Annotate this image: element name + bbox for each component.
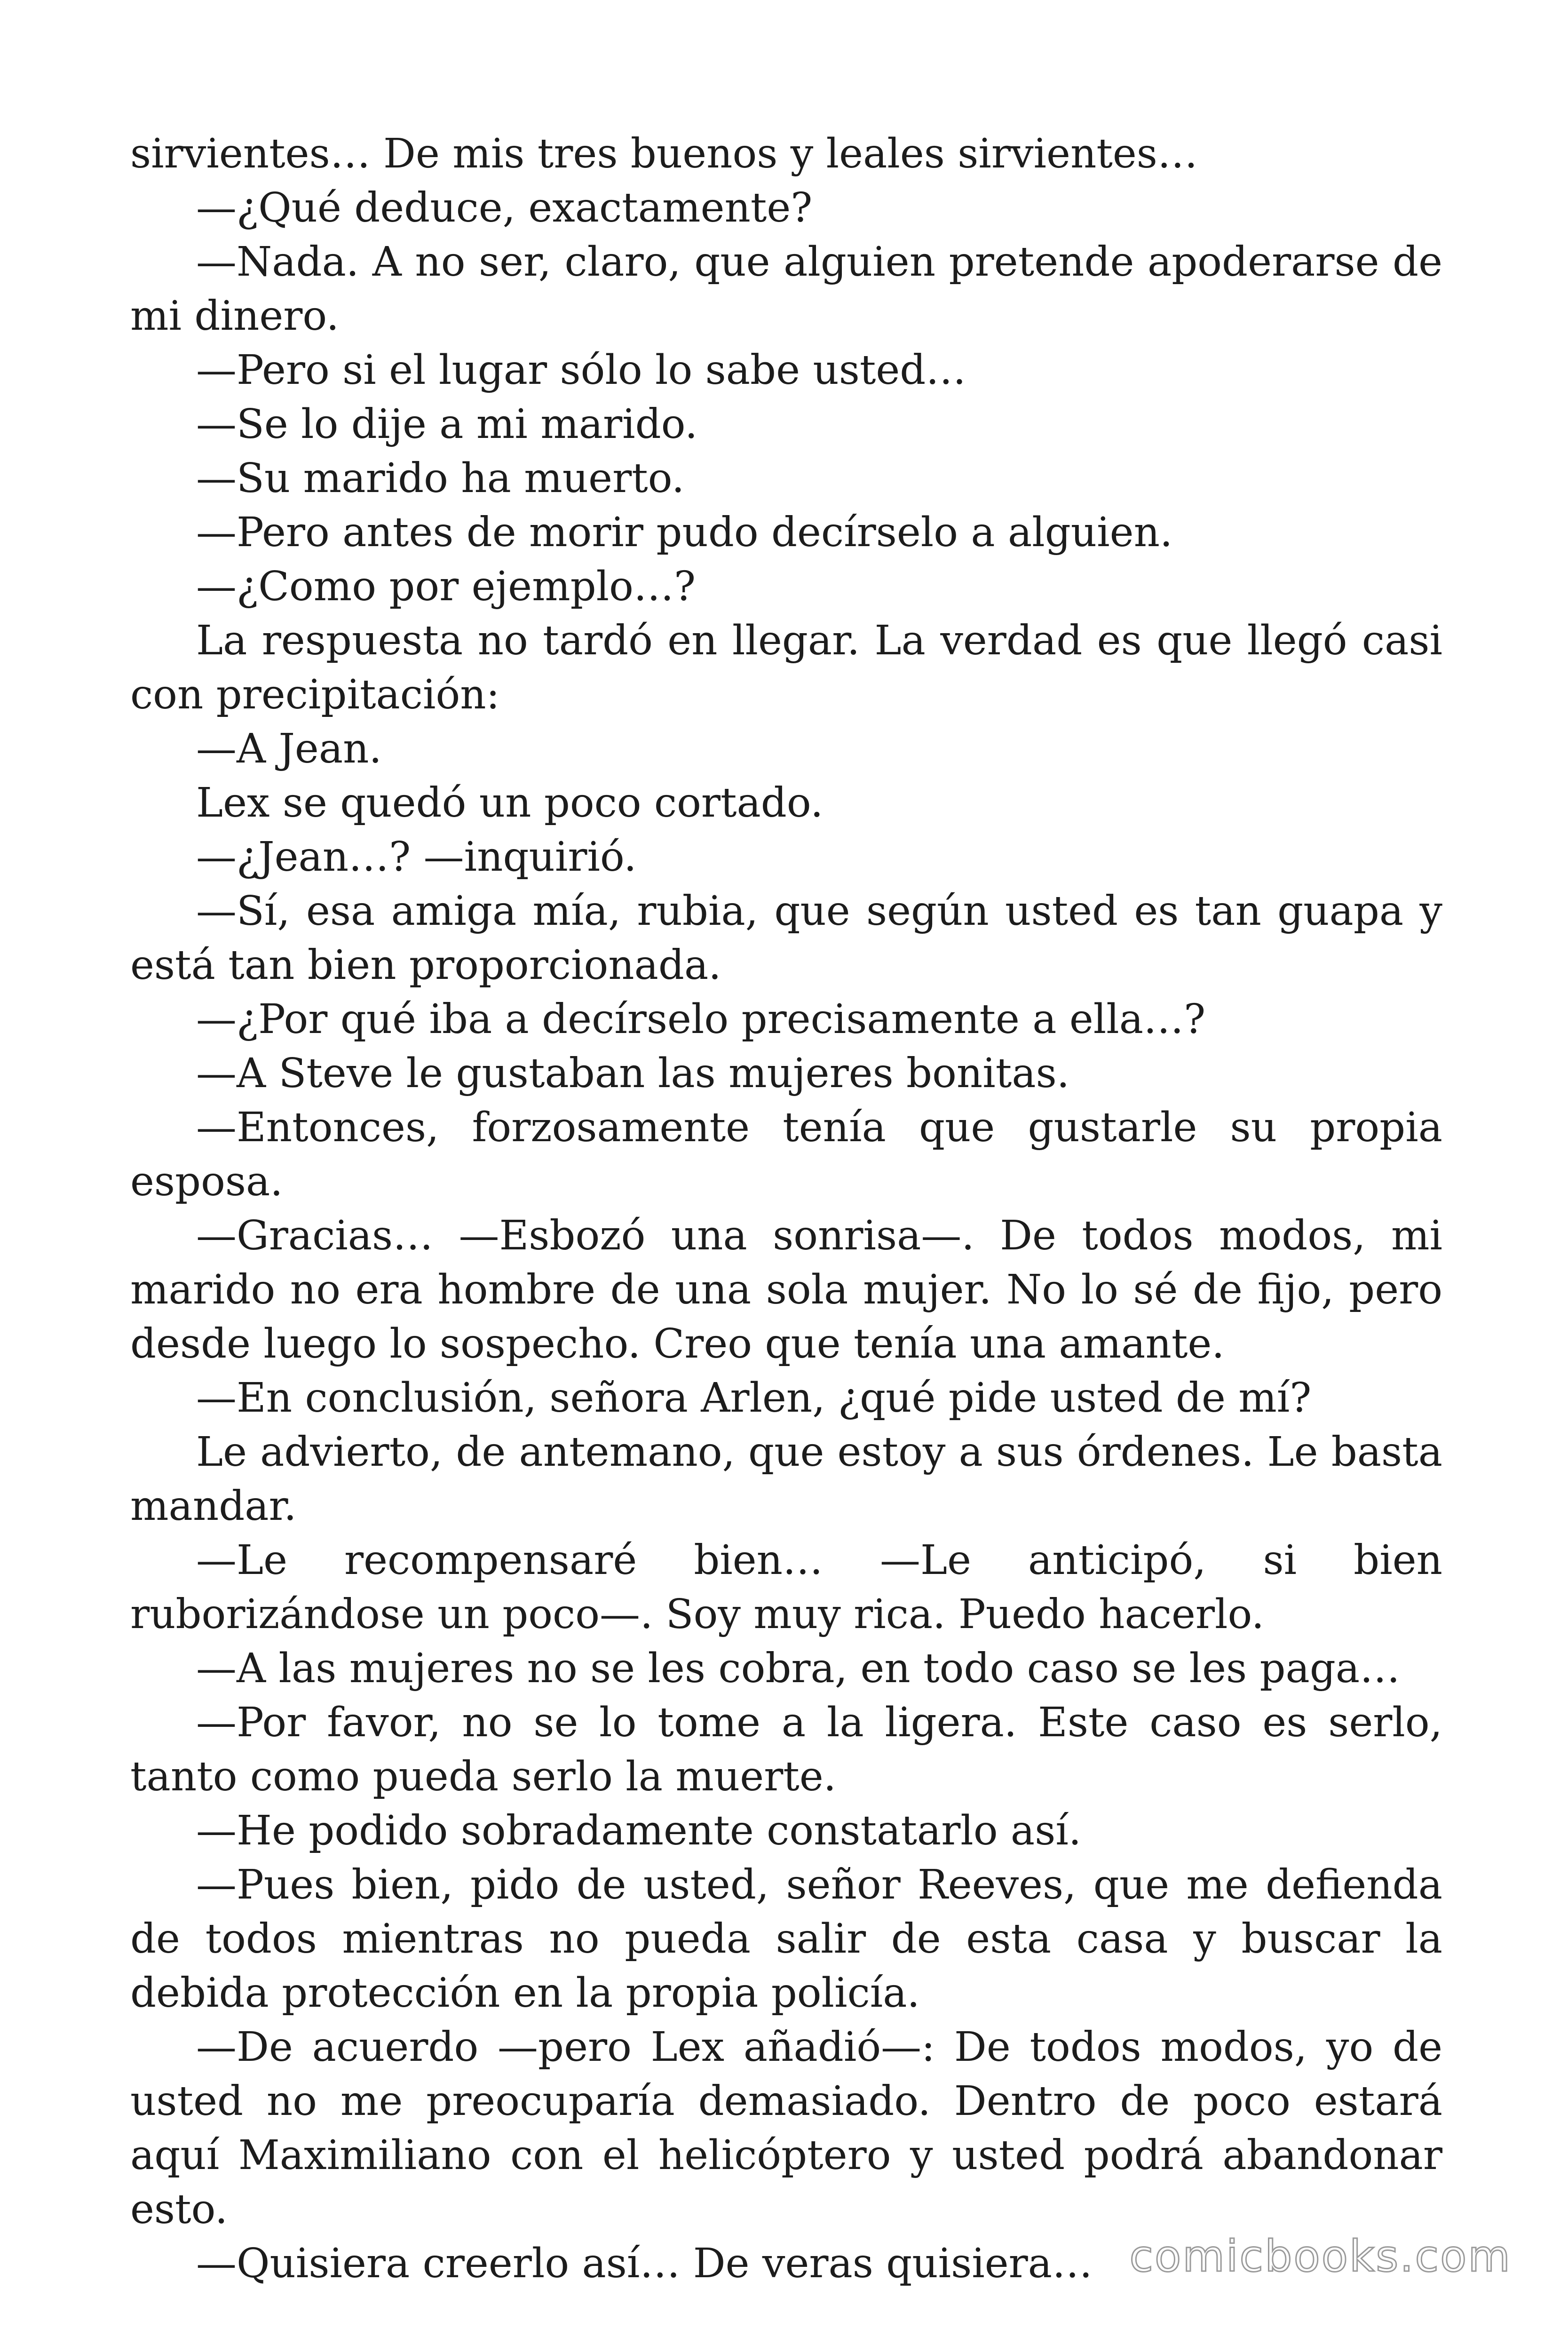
paragraph: —He podido sobradamente constatarlo así.	[196, 1807, 1082, 1854]
paragraph: —Le recompensaré bien… —Le anticipó, si bien ruborizándose un poco—. Soy muy rica. Puedo hacerlo.	[130, 1537, 1442, 1638]
paragraph: —¿Por qué iba a decírselo precisamente a ella…?	[196, 996, 1206, 1043]
paragraph: —Quisiera creerlo así… De veras quisiera…	[196, 2240, 1093, 2287]
site-watermark: comicbooks.com	[1129, 2231, 1512, 2281]
paragraph: —Se lo dije a mi marido.	[196, 401, 698, 448]
page-body-text	[130, 127, 1442, 2291]
paragraph: —Su marido ha muerto.	[196, 455, 685, 502]
paragraph: —A Jean.	[196, 725, 382, 772]
paragraph: —¿Qué deduce, exactamente?	[196, 184, 813, 231]
paragraph: —Pero si el lugar sólo lo sabe usted…	[196, 347, 966, 394]
paragraph: —Entonces, forzosamente tenía que gustarle su propia esposa.	[130, 1104, 1442, 1205]
paragraph: —Gracias… —Esbozó una sonrisa—. De todos modos, mi marido no era hombre de una sola mujer. No lo sé de fijo, pero desde luego lo sospecho. Creo que tenía una amante.	[130, 1212, 1442, 1367]
paragraph: —Pues bien, pido de usted, señor Reeves, que me defienda de todos mientras no pueda salir de esta casa y buscar la debida protección en la propia policía.	[130, 1861, 1442, 2017]
paragraph: La respuesta no tardó en llegar. La verdad es que llegó casi con precipitación:	[130, 617, 1442, 718]
paragraph: —En conclusión, señora Arlen, ¿qué pide usted de mí?	[196, 1375, 1312, 1422]
paragraph: —Sí, esa amiga mía, rubia, que según usted es tan guapa y está tan bien proporcionada.	[130, 888, 1442, 989]
paragraph: —De acuerdo —pero Lex añadió—: De todos modos, yo de usted no me preocuparía demasiado. Dentro de poco estará aquí Maximiliano con el helicóptero y usted podrá abandonar esto.	[130, 2024, 1442, 2233]
paragraph: —¿Jean…? —inquirió.	[196, 834, 637, 881]
paragraph: Le advierto, de antemano, que estoy a sus órdenes. Le basta mandar.	[130, 1429, 1442, 1530]
paragraph: —Nada. A no ser, claro, que alguien pretende apoderarse de mi dinero.	[130, 238, 1442, 340]
paragraph: —Por favor, no se lo tome a la ligera. Este caso es serlo, tanto como pueda serlo la muerte.	[130, 1699, 1442, 1800]
paragraph: —¿Como por ejemplo…?	[196, 563, 696, 610]
paragraph: Lex se quedó un poco cortado.	[196, 779, 824, 826]
paragraph: —Pero antes de morir pudo decírselo a alguien.	[196, 509, 1173, 556]
paragraph: —A Steve le gustaban las mujeres bonitas.	[196, 1050, 1070, 1097]
paragraph: —A las mujeres no se les cobra, en todo caso se les paga…	[196, 1645, 1401, 1692]
paragraph: sirvientes… De mis tres buenos y leales sirvientes…	[130, 130, 1198, 177]
